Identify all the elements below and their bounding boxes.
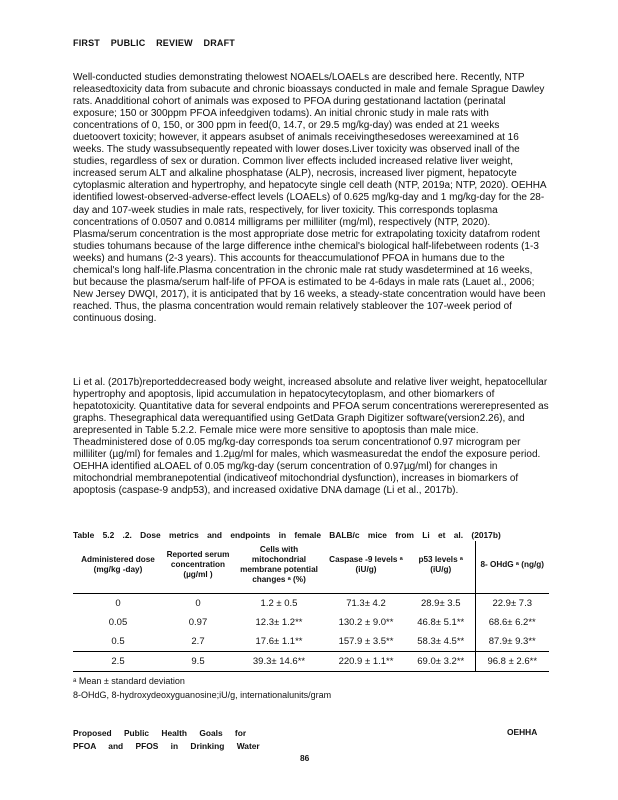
table-cell: 69.0± 3.2** — [417, 656, 465, 667]
table-cell: 12.3± 1.2** — [255, 617, 303, 628]
table-row — [73, 613, 549, 632]
table-caption: Table 5.2 .2. Dose metrics and endpoints in female BALB/c mice from Li et al. (2017b) — [73, 530, 501, 540]
table-cell: 58.3± 4.5** — [417, 636, 465, 647]
dose-metrics-table — [73, 541, 549, 672]
table-cell: 0.97 — [188, 617, 208, 628]
table-cell: 39.3± 14.6** — [252, 656, 306, 667]
table-cell: 130.2 ± 9.0** — [338, 617, 394, 628]
paragraph-ntp-studies: Well-conducted studies demonstrating thelowest NOAELs/LOAELs are described here. Recently, NTP releasedtoxicity data from subacute and chronic bioassays conducted in male and female Sprague Dawley rats. Anadditional cohort of animals was exposed to PFOA during gestationand lactation (perinatal exposure; 150 or 300ppm PFOA infeedgiven todams). An initial chronic study in male rats with concentrations of 0, 150, or 300 ppm in feed(0, 14.7, or 29.5 mg/kg-day) was ended at 21 weeks duetoovert toxicity; however, it appears asubset of animals receivingthesedoses wereexamined at 16 weeks. The study wassubsequently repeated with lower doses.Liver toxicity was observed inall of the studies, regardless of sex or duration. Common liver effects included increased relative liver weight, increased serum ALT and alkaline phosphatase (ALP), necrosis, increased liver pigment, hepatocyte cytoplasmic alteration and hypertrophy, and hepatocyte single cell death (NTP, 2019a; NTP, 2020). OEHHA identified lowest-observed-adverse-effect levels (LOAELs) of 0.625 mg/kg-day and 1 mg/kg-day for the 28-day and 107-week studies in male rats, respectively, for liver toxicity. This corresponds toplasma concentrations of 0.0507 and 0.0814 milligrams per milliliter (mg/ml), respectively (NTP, 2020). Plasma/serum concentration is the most appropriate dose metric for extrapolating toxicity datafrom rodent studies tohumans because of the large difference inthe chemical's biological half-lifebetween rodents (1-3 weeks) and humans (2-3 years). This accounts for theaccumulationof PFOA in humans due to the chemical's long half-life.Plasma concentration in the chronic male rat study wasdetermined at 16 weeks, but because the plasma/serum half-life of PFOA is estimated to be 4-6days in male rats (Lauet al., 2006; New Jersey DWQI, 2017), it is anticipated that by 16 weeks, a steady-state concentration would have been reached. Thus, the plasma concentration would remain relatively stableover the 107-week period of continuous dosing. — [73, 72, 547, 324]
draft-header: FIRST PUBLIC REVIEW DRAFT — [73, 38, 235, 48]
column-header: Caspase -9 levels ᵃ (iU/g) — [329, 555, 403, 574]
table-row — [73, 652, 549, 672]
table-cell: 1.2 ± 0.5 — [260, 598, 298, 609]
page-number: 86 — [300, 753, 310, 763]
table-header-row — [73, 541, 549, 594]
table-note-abbreviations: 8-OHdG, 8-hydroxydeoxyguanosine;iU/g, internationalunits/gram — [73, 690, 332, 700]
column-header: Reported serum concentration (µg/ml ) — [166, 550, 230, 579]
table-cell: 0.5 — [111, 636, 125, 647]
column-header: p53 levels ᵃ (iU/g) — [418, 555, 463, 574]
column-header: Cells with mitochondrial membrane potential changes ᵃ (%) — [240, 545, 318, 584]
column-header: 8- OHdG ᵃ (ng/g) — [475, 541, 549, 594]
paragraph-li-study: Li et al. (2017b)reporteddecreased body weight, increased absolute and relative liver weight, hepatocellular hypertrophy and apoptosis, lipid accumulation in hepatocytecytoplasm, and other biomarkers of hepatotoxicity. Quantitative data for several endpoints and PFOA serum concentrations wererepresented as graphs. Thesegraphical data werequantified using GetData Graph Digitizer software(version2.26), and arepresented in Table 5.2.2. Female mice were more sensitive to apoptosis than male mice. Theadministered dose of 0.05 mg/kg-day corresponds toa serum concentrationof 0.97 microgram per milliliter (µg/ml) for females and 1.2µg/ml for males, which wasmeasuredat the endof the exposure period. OEHHA identified aLOAEL of 0.05 mg/kg-day (serum concentration of 0.97µg/ml) for changes in mitochondrial membranepotential (indicativeof mitochondrial dysfunction), increases in biomarkers of apoptosis (caspase-9 andp53), and increased oxidative DNA damage (Li et al., 2017b). — [73, 377, 549, 497]
footer-agency: OEHHA — [507, 727, 538, 737]
table-cell: 87.9± 9.3** — [475, 632, 549, 652]
table-cell: 2.7 — [191, 636, 205, 647]
table-cell: 46.8± 5.1** — [417, 617, 465, 628]
footer-title — [73, 727, 260, 753]
table-cell: 220.9 ± 1.1** — [338, 656, 394, 667]
table-cell: 0 — [195, 598, 201, 609]
table-cell: 17.6± 1.1** — [255, 636, 303, 647]
table-cell: 2.5 — [111, 656, 125, 667]
table-cell: 22.9± 7.3 — [475, 594, 549, 614]
table-cell: 96.8 ± 2.6** — [475, 652, 549, 672]
footer-title-line1: Proposed Public Health Goals for — [73, 728, 247, 738]
table-cell: 71.3± 4.2 — [346, 598, 386, 609]
table-cell: 0 — [115, 598, 121, 609]
table-cell: 9.5 — [191, 656, 205, 667]
table-row — [73, 594, 549, 614]
table-cell: 68.6± 6.2** — [475, 613, 549, 632]
table-cell: 0.05 — [108, 617, 128, 628]
column-header: Administered dose (mg/kg -day) — [81, 555, 155, 574]
table-cell: 28.9± 3.5 — [420, 598, 461, 609]
table-note-mean: ᵃ Mean ± standard deviation — [73, 676, 185, 686]
table-cell: 157.9 ± 3.5** — [338, 636, 394, 647]
footer-title-line2: PFOA and PFOS in Drinking Water — [73, 741, 260, 751]
table-row — [73, 632, 549, 652]
